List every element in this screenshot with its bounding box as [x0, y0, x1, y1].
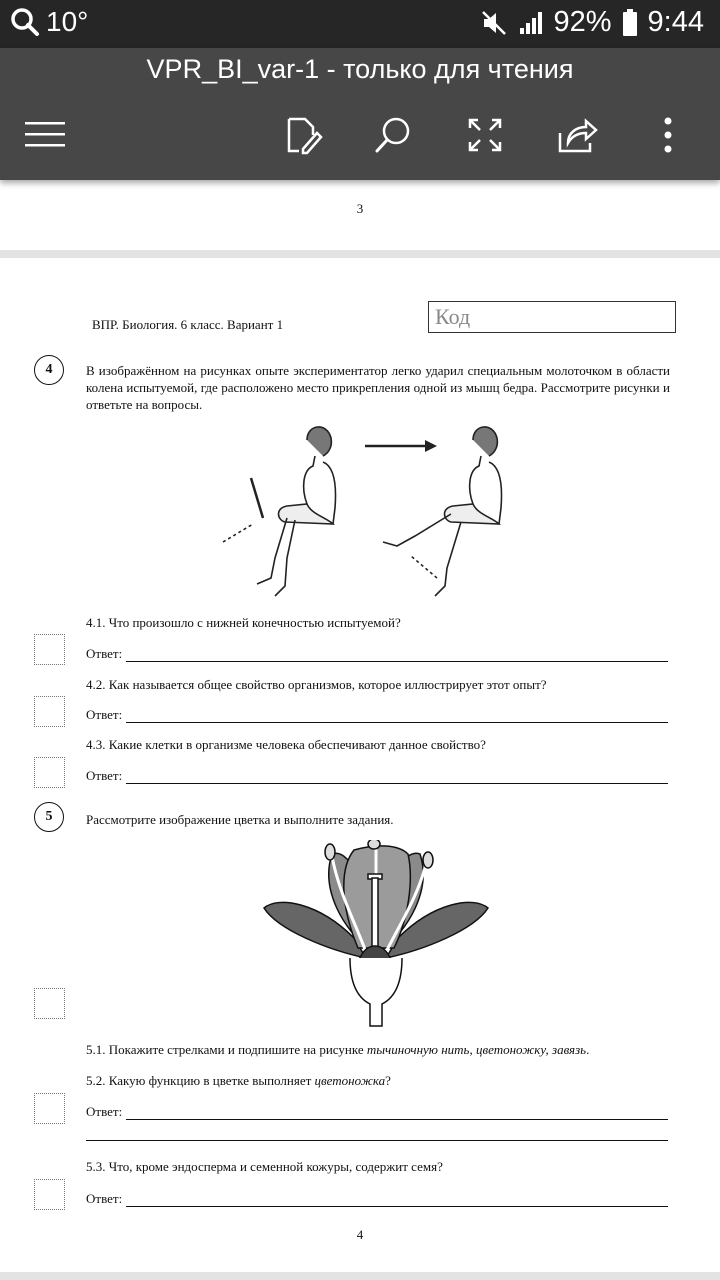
status-bar: [0, 0, 720, 48]
question-4-1: 4.1. Что произошло с нижней конечностью испытуемой?: [86, 615, 401, 630]
search-button[interactable]: [370, 112, 416, 158]
question-5-2: [86, 1073, 391, 1089]
score-box[interactable]: [34, 757, 65, 788]
question-4-3: 4.3. Какие клетки в организме человека обеспечивают данное свойство?: [86, 737, 486, 752]
answer-line-5-2[interactable]: [86, 1104, 668, 1120]
score-box[interactable]: [34, 634, 65, 665]
search-icon: [373, 115, 413, 155]
edit-button[interactable]: [280, 112, 326, 158]
more-icon: [662, 115, 674, 155]
question-5-text: Рассмотрите изображение цветка и выполните задания.: [86, 812, 394, 827]
code-box: [428, 301, 676, 333]
question-5-1-end: .: [586, 1042, 590, 1057]
question-4-2: 4.2. Как называется общее свойство организмов, которое иллюстрирует этот опыт?: [86, 677, 547, 692]
answer-label: Ответ:: [86, 1104, 123, 1119]
page-number: 3: [356, 201, 364, 216]
answer-label: Ответ:: [86, 768, 123, 783]
question-4-text: В изображённом на рисунках опыте экспериментатор легко ударил специальным молоточком в области колена испытуемой, где расположено место прикрепления одной из мышц бедра. Рассмотрите рисунки и ответьте на вопросы.: [86, 363, 670, 412]
temperature: 10°: [46, 6, 89, 37]
flower-illustration: [258, 840, 494, 1030]
page-number: 4: [356, 1227, 364, 1242]
score-box[interactable]: [34, 988, 65, 1019]
fullscreen-icon: [466, 116, 504, 154]
search-icon: [10, 7, 40, 37]
battery-icon: [622, 9, 638, 37]
mute-icon: [480, 9, 508, 37]
battery-percent: 92%: [553, 6, 612, 38]
question-5-1-text: 5.1. Покажите стрелками и подпишите на рисунке: [86, 1042, 367, 1057]
signal-icon: [518, 10, 544, 36]
clock: 9:44: [647, 6, 704, 38]
answer-label: Ответ:: [86, 646, 123, 661]
question-number-4: 4: [34, 355, 64, 385]
score-box[interactable]: [34, 1179, 65, 1210]
page-separator: [0, 250, 720, 258]
question-5-2-text: 5.2. Какую функцию в цветке выполняет: [86, 1073, 315, 1088]
app-bar: [0, 48, 720, 180]
answer-line-4-2[interactable]: [86, 707, 668, 723]
question-5-1: [86, 1042, 589, 1058]
answer-line-4-3[interactable]: [86, 768, 668, 784]
menu-button[interactable]: [22, 112, 68, 158]
question-5-2-end: ?: [385, 1073, 391, 1088]
question-5-1-terms: тычиночную нить, цветоножку, завязь: [366, 1042, 587, 1057]
question-number-5: 5: [34, 802, 64, 832]
answer-line-5-3[interactable]: [86, 1191, 668, 1207]
page-header: ВПР. Биология. 6 класс. Вариант 1: [92, 317, 284, 332]
score-box[interactable]: [34, 696, 65, 727]
share-button[interactable]: [554, 112, 600, 158]
answer-line-4-1[interactable]: [86, 646, 668, 662]
edit-icon: [283, 115, 323, 155]
answer-label: Ответ:: [86, 707, 123, 722]
share-icon: [556, 115, 598, 155]
question-5-2-term: цветоножка: [314, 1073, 386, 1088]
menu-icon: [23, 120, 67, 150]
score-box[interactable]: [34, 1093, 65, 1124]
code-label: Код: [435, 304, 471, 329]
page-separator: [0, 1272, 720, 1280]
knee-reflex-illustration: [215, 418, 565, 608]
fullscreen-button[interactable]: [462, 112, 508, 158]
document-title: VPR_BI_var-1 - только для чтения: [146, 54, 574, 84]
question-5-3: 5.3. Что, кроме эндосперма и семенной кожуры, содержит семя?: [86, 1159, 443, 1174]
answer-label: Ответ:: [86, 1191, 123, 1206]
more-options-button[interactable]: [645, 112, 691, 158]
answer-line-5-2-extra[interactable]: [86, 1140, 668, 1141]
